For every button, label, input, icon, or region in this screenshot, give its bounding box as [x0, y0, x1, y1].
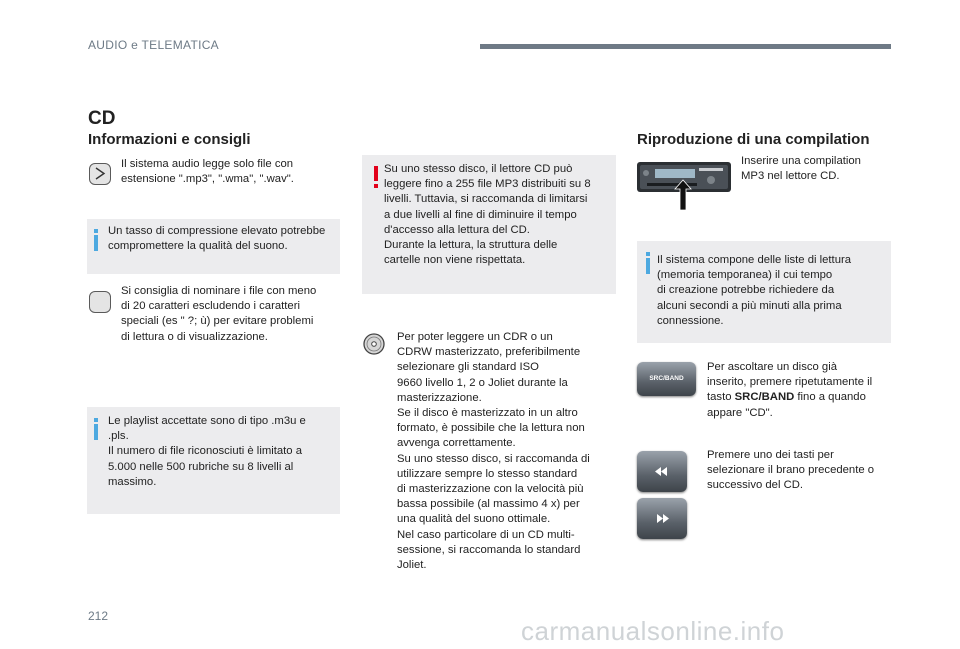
- next-track-button[interactable]: [637, 498, 687, 539]
- note-compression-text: Un tasso di compressione elevato potrebbe compromettere la qualità del suono.: [108, 225, 326, 253]
- cd-burning-tip: Per poter leggere un CDR o un CDRW masterizzato, preferibilmente selezionare gli standard ISO 9660 livello 1, 2 o Joliet durante la masterizzazione. Se il disco è masterizzato in un altro formato, è possibile che la lettura non avvenga correttamente. Su uno stesso disco, si raccomanda di utilizzare sempre lo stesso standard di masterizzazione con la velocità più bassa possibile (al massimo 4 x) per una qualità del suono ottimale. Nel caso particolare di un CD multi- sessione, si raccomanda lo standard Joliet.: [397, 331, 590, 572]
- cd-disc-icon: [363, 333, 385, 355]
- tip-file-extensions: Il sistema audio legge solo file con estensione ".mp3", ".wma", ".wav".: [121, 158, 294, 186]
- info-note-icon: [94, 229, 98, 251]
- note-playlist-creation-text: Il sistema compone delle liste di lettura (memoria temporanea) il cui tempo di creazione potrebbe richiedere da alcuni secondi a più minuti alla prima connessione.: [657, 254, 852, 327]
- src-band-button[interactable]: SRC/BAND: [637, 362, 696, 396]
- info-note-icon: [646, 252, 650, 274]
- info-note-icon: [94, 418, 98, 440]
- previous-track-button[interactable]: [637, 451, 687, 492]
- tip-file-naming: Si consiglia di nominare i file con meno di 20 caratteri escludendo i caratteri speciali (es " ?; ù) per evitare problemi di lettura o di visualizzazione.: [121, 285, 317, 343]
- header-rule: [480, 44, 891, 49]
- insert-compilation-text: Inserire una compilation MP3 nel lettore CD.: [741, 155, 861, 183]
- src-band-instruction: Per ascoltare un disco già inserito, premere ripetutamente il tasto SRC/BAND fino a quando appare "CD".: [707, 361, 873, 419]
- rewind-icon: [637, 451, 687, 492]
- note-compression-panel: [87, 219, 340, 274]
- cd-player-illustration: [637, 158, 731, 212]
- right-heading: Riproduzione di una compilation: [637, 131, 870, 148]
- warning-icon: [374, 166, 378, 188]
- note-playlist-creation-panel: [637, 241, 891, 343]
- left-heading: Informazioni e consigli: [88, 131, 251, 148]
- page-title: CD: [88, 108, 116, 129]
- warning-panel: [362, 155, 616, 294]
- tip-icon: [89, 291, 111, 313]
- play-tip-icon: [89, 163, 111, 185]
- note-playlist-panel: [87, 407, 340, 514]
- warning-text: Su uno stesso disco, il lettore CD può leggere fino a 255 file MP3 distribuiti su 8 livelli. Tuttavia, si raccomanda di limitarsi a due livelli al fine di diminuire il tempo d'accesso alla lettura del CD. Durante la lettura, la struttura delle cartelle non viene rispettata.: [384, 163, 591, 267]
- track-select-instruction: Premere uno dei tasti per selezionare il brano precedente o successivo del CD.: [707, 449, 875, 492]
- note-playlist-text: Le playlist accettate sono di tipo .m3u e .pls. Il numero di file riconosciuti è limitato a 5.000 nelle 500 rubriche su 8 livelli al massimo.: [108, 415, 306, 488]
- fast-forward-icon: [637, 498, 687, 539]
- watermark: carmanualsonline.info: [521, 616, 785, 646]
- page-number: 212: [88, 609, 109, 623]
- section-header: AUDIO e TELEMATICA: [88, 38, 219, 52]
